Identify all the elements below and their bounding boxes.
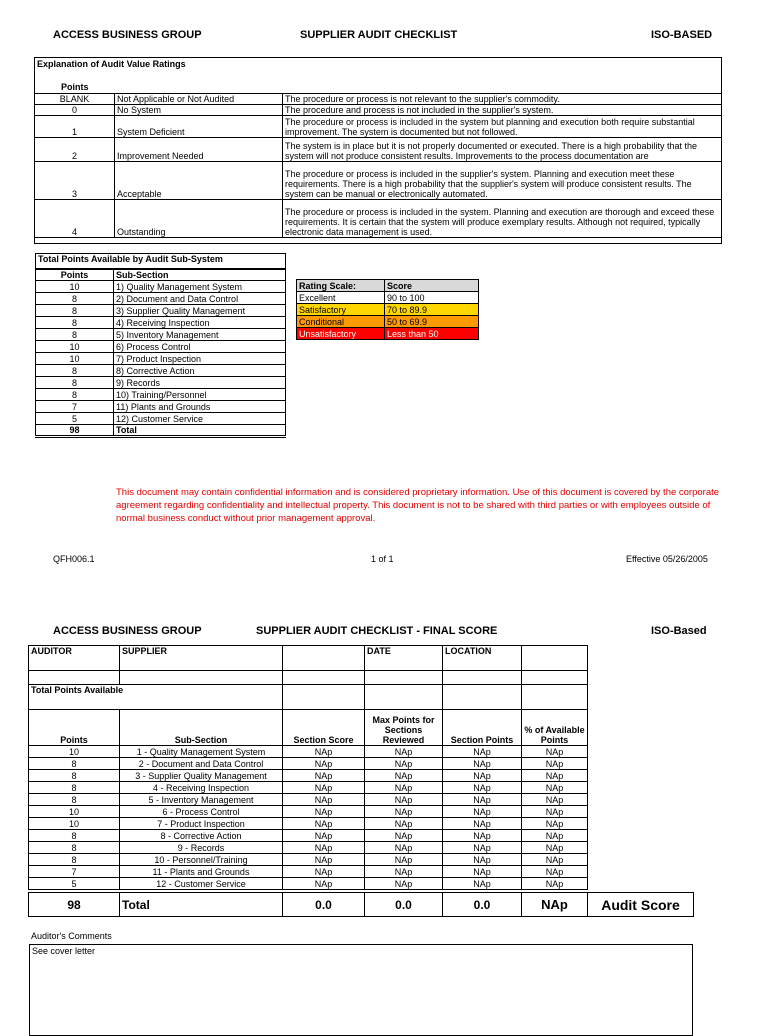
final-row-section-points: NAp xyxy=(443,758,522,770)
total-points: 98 xyxy=(29,893,120,917)
col-pct-available: % of Available Points xyxy=(522,710,588,746)
rating-scale-name: Conditional xyxy=(297,316,385,328)
rating-points: 2 xyxy=(35,138,115,162)
subsystem-row xyxy=(36,413,286,425)
final-row-subsection: 6 - Process Control xyxy=(120,806,283,818)
rating-row xyxy=(35,200,722,238)
final-row-section-score: NAp xyxy=(283,770,365,782)
rating-scale-name: Unsatisfactory xyxy=(297,328,385,340)
rating-scale-row xyxy=(297,328,479,340)
final-row-max-points: NAp xyxy=(365,770,443,782)
final-score-row xyxy=(29,794,588,806)
final-row-points: 10 xyxy=(29,806,120,818)
effective-date: Effective 05/26/2005 xyxy=(626,554,708,564)
rating-scale-row xyxy=(297,316,479,328)
page2-company-name: ACCESS BUSINESS GROUP xyxy=(53,625,202,637)
total-points-available-label: Total Points Available xyxy=(29,685,283,710)
subsystem-points: 8 xyxy=(36,365,114,377)
col-max-points: Max Points for Sections Reviewed xyxy=(365,710,443,746)
rating-scale-row xyxy=(297,304,479,316)
final-row-points: 5 xyxy=(29,878,120,890)
rating-row xyxy=(35,138,722,162)
total-label: Total xyxy=(120,893,283,917)
rating-scale-range: Less than 50 xyxy=(385,328,479,340)
subsystem-points: 10 xyxy=(36,341,114,353)
score-header: Score xyxy=(385,280,479,292)
final-row-subsection: 4 - Receiving Inspection xyxy=(120,782,283,794)
final-row-pct: NAp xyxy=(522,842,588,854)
final-row-max-points: NAp xyxy=(365,878,443,890)
page2-doc-title: SUPPLIER AUDIT CHECKLIST - FINAL SCORE xyxy=(256,625,498,637)
subsystem-name: 11) Plants and Grounds xyxy=(114,401,286,413)
audit-score-label: Audit Score xyxy=(588,893,694,917)
location-field[interactable] xyxy=(522,646,588,671)
final-score-row xyxy=(29,758,588,770)
page1-iso-label: ISO-BASED xyxy=(651,29,713,41)
final-row-subsection: 11 - Plants and Grounds xyxy=(120,866,283,878)
subsystem-points: 10 xyxy=(36,353,114,365)
subsystem-row xyxy=(36,329,286,341)
rating-label: Improvement Needed xyxy=(115,138,283,162)
final-row-section-points: NAp xyxy=(443,854,522,866)
page1-company-name: ACCESS BUSINESS GROUP xyxy=(53,29,202,41)
ratings-table xyxy=(34,93,722,238)
final-row-max-points: NAp xyxy=(365,782,443,794)
final-row-section-score: NAp xyxy=(283,758,365,770)
comments-label: Auditor's Comments xyxy=(31,931,112,941)
rating-label: System Deficient xyxy=(115,116,283,138)
subsystem-row xyxy=(36,389,286,401)
final-row-pct: NAp xyxy=(522,758,588,770)
rating-scale-range: 70 to 89.9 xyxy=(385,304,479,316)
final-row-max-points: NAp xyxy=(365,746,443,758)
subsystem-points: 8 xyxy=(36,329,114,341)
supplier-field[interactable] xyxy=(283,646,365,671)
ratings-box xyxy=(34,57,722,244)
final-row-points: 7 xyxy=(29,866,120,878)
supplier-label: SUPPLIER xyxy=(120,646,283,671)
final-row-section-points: NAp xyxy=(443,794,522,806)
final-row-section-score: NAp xyxy=(283,842,365,854)
total-section-score: 0.0 xyxy=(283,893,365,917)
subsystem-row xyxy=(36,341,286,353)
subsystem-row xyxy=(36,293,286,305)
rating-points: BLANK xyxy=(35,94,115,105)
comments-box[interactable] xyxy=(29,944,693,1036)
final-row-points: 8 xyxy=(29,758,120,770)
final-row-section-points: NAp xyxy=(443,782,522,794)
final-row-pct: NAp xyxy=(522,770,588,782)
final-row-section-points: NAp xyxy=(443,866,522,878)
subsystem-name: 12) Customer Service xyxy=(114,413,286,425)
ratings-title: Explanation of Audit Value Ratings xyxy=(37,59,186,69)
rating-description: The procedure or process is not relevant to the supplier's commodity. xyxy=(283,94,722,105)
subsystem-col-section: Sub-Section xyxy=(114,269,286,281)
rating-scale-name: Excellent xyxy=(297,292,385,304)
final-score-row xyxy=(29,866,588,878)
subsystem-points: 8 xyxy=(36,377,114,389)
final-score-table xyxy=(28,645,588,890)
rating-scale-table xyxy=(296,279,479,340)
rating-row xyxy=(35,105,722,116)
final-row-section-score: NAp xyxy=(283,878,365,890)
final-row-section-score: NAp xyxy=(283,818,365,830)
final-row-max-points: NAp xyxy=(365,866,443,878)
final-row-points: 10 xyxy=(29,818,120,830)
final-row-pct: NAp xyxy=(522,830,588,842)
rating-points: 0 xyxy=(35,105,115,116)
final-row-section-score: NAp xyxy=(283,830,365,842)
final-row-points: 8 xyxy=(29,842,120,854)
subsystem-name: 4) Receiving Inspection xyxy=(114,317,286,329)
page-number: 1 of 1 xyxy=(371,554,394,564)
auditor-field[interactable] xyxy=(29,671,120,685)
rating-row xyxy=(35,116,722,138)
col-points: Points xyxy=(29,710,120,746)
final-score-row xyxy=(29,770,588,782)
subsystem-points: 10 xyxy=(36,281,114,293)
subsystem-name: 5) Inventory Management xyxy=(114,329,286,341)
final-row-pct: NAp xyxy=(522,746,588,758)
rating-description: The procedure or process is included in the system. Planning and execution are thorough and exceed these requirements. It is certain that the system will produce exemplary results. Although not required, typically electronic data management is used. xyxy=(283,200,722,238)
final-score-row xyxy=(29,854,588,866)
final-score-row xyxy=(29,806,588,818)
final-row-pct: NAp xyxy=(522,806,588,818)
final-row-points: 8 xyxy=(29,770,120,782)
final-row-max-points: NAp xyxy=(365,806,443,818)
final-score-row xyxy=(29,818,588,830)
rating-label: Outstanding xyxy=(115,200,283,238)
final-row-max-points: NAp xyxy=(365,842,443,854)
rating-row xyxy=(35,162,722,200)
final-row-section-points: NAp xyxy=(443,818,522,830)
subsystem-row xyxy=(36,377,286,389)
rating-description: The system is in place but it is not properly documented or executed. There is a high probability that the system will not produce consistent results. Improvements to the process documentation are xyxy=(283,138,722,162)
final-row-section-points: NAp xyxy=(443,770,522,782)
final-row-section-points: NAp xyxy=(443,878,522,890)
subsystem-col-points: Points xyxy=(36,269,114,281)
rating-label: Acceptable xyxy=(115,162,283,200)
final-row-points: 8 xyxy=(29,854,120,866)
final-score-row xyxy=(29,782,588,794)
final-row-section-score: NAp xyxy=(283,782,365,794)
final-row-section-points: NAp xyxy=(443,806,522,818)
final-row-points: 8 xyxy=(29,794,120,806)
final-row-points: 10 xyxy=(29,746,120,758)
final-score-row xyxy=(29,830,588,842)
col-section-points: Section Points xyxy=(443,710,522,746)
final-row-points: 8 xyxy=(29,782,120,794)
subsystem-row xyxy=(36,281,286,293)
final-row-subsection: 2 - Document and Data Control xyxy=(120,758,283,770)
final-row-section-score: NAp xyxy=(283,746,365,758)
rating-label: No System xyxy=(115,105,283,116)
subsystem-row xyxy=(36,305,286,317)
final-row-pct: NAp xyxy=(522,794,588,806)
final-row-subsection: 3 - Supplier Quality Management xyxy=(120,770,283,782)
col-subsection: Sub-Section xyxy=(120,710,283,746)
page2-iso-label: ISO-Based xyxy=(651,625,707,637)
subsystem-points: 5 xyxy=(36,413,114,425)
rating-label: Not Applicable or Not Audited xyxy=(115,94,283,105)
rating-scale-name: Satisfactory xyxy=(297,304,385,316)
subsystem-table xyxy=(35,253,286,438)
subsystem-points: 8 xyxy=(36,389,114,401)
comments-text: See cover letter xyxy=(32,946,96,956)
supplier-name-field[interactable] xyxy=(120,671,283,685)
subsystem-points: 8 xyxy=(36,305,114,317)
location-label: LOCATION xyxy=(443,646,522,671)
final-row-subsection: 12 - Customer Service xyxy=(120,878,283,890)
rating-scale-range: 90 to 100 xyxy=(385,292,479,304)
final-row-max-points: NAp xyxy=(365,794,443,806)
subsystem-total-label: Total xyxy=(114,425,286,437)
total-pct: NAp xyxy=(522,893,588,917)
subsystem-row xyxy=(36,317,286,329)
rating-scale-range: 50 to 69.9 xyxy=(385,316,479,328)
total-section-points: 0.0 xyxy=(443,893,522,917)
subsystem-name: 3) Supplier Quality Management xyxy=(114,305,286,317)
final-row-section-points: NAp xyxy=(443,830,522,842)
rating-description: The procedure or process is included in the supplier's system. Planning and execution meet these requirements. There is a high probability that the supplier's system will produce consistent results. The system can be manual or electronically automated. xyxy=(283,162,722,200)
final-row-section-score: NAp xyxy=(283,806,365,818)
final-score-row xyxy=(29,878,588,890)
rating-points: 1 xyxy=(35,116,115,138)
rating-description: The procedure or process is included in the system but planning and execution both require substantial improvement. The system is documented but not followed. xyxy=(283,116,722,138)
subsystem-total-points: 98 xyxy=(36,425,114,437)
col-section-score: Section Score xyxy=(283,710,365,746)
final-total-table xyxy=(28,892,694,917)
final-row-section-score: NAp xyxy=(283,794,365,806)
final-row-max-points: NAp xyxy=(365,854,443,866)
subsystem-points: 8 xyxy=(36,317,114,329)
final-row-pct: NAp xyxy=(522,866,588,878)
subsystem-name: 2) Document and Data Control xyxy=(114,293,286,305)
final-row-subsection: 5 - Inventory Management xyxy=(120,794,283,806)
final-row-max-points: NAp xyxy=(365,818,443,830)
subsystem-name: 10) Training/Personnel xyxy=(114,389,286,401)
subsystem-total-row xyxy=(36,425,286,437)
subsystem-name: 9) Records xyxy=(114,377,286,389)
rating-row xyxy=(35,94,722,105)
final-row-subsection: 1 - Quality Management System xyxy=(120,746,283,758)
rating-points: 4 xyxy=(35,200,115,238)
final-row-section-points: NAp xyxy=(443,746,522,758)
final-row-section-score: NAp xyxy=(283,854,365,866)
subsystem-title: Total Points Available by Audit Sub-System xyxy=(36,254,286,269)
final-score-row xyxy=(29,746,588,758)
final-row-points: 8 xyxy=(29,830,120,842)
subsystem-name: 7) Product Inspection xyxy=(114,353,286,365)
subsystem-block xyxy=(35,253,285,438)
subsystem-points: 7 xyxy=(36,401,114,413)
auditor-label: AUDITOR xyxy=(29,646,120,671)
confidentiality-notice: This document may contain confidential information and is considered proprietary information. Use of this document is covered by the corporate agreement regarding confidentiality and intellectual property. This document is not to be shared with third parties or with employees outside of normal business conduct without prior management approval. xyxy=(116,487,720,524)
rating-scale-header: Rating Scale: xyxy=(297,280,385,292)
final-row-section-points: NAp xyxy=(443,842,522,854)
final-row-subsection: 7 - Product Inspection xyxy=(120,818,283,830)
final-row-max-points: NAp xyxy=(365,758,443,770)
subsystem-name: 6) Process Control xyxy=(114,341,286,353)
final-row-max-points: NAp xyxy=(365,830,443,842)
rating-scale-row xyxy=(297,292,479,304)
rating-points: 3 xyxy=(35,162,115,200)
final-row-pct: NAp xyxy=(522,782,588,794)
location-name-field[interactable] xyxy=(443,671,522,685)
final-row-subsection: 10 - Personnel/Training xyxy=(120,854,283,866)
subsystem-row xyxy=(36,353,286,365)
subsystem-row xyxy=(36,365,286,377)
final-row-subsection: 9 - Records xyxy=(120,842,283,854)
final-row-subsection: 8 - Corrective Action xyxy=(120,830,283,842)
final-row-pct: NAp xyxy=(522,878,588,890)
final-row-pct: NAp xyxy=(522,818,588,830)
subsystem-row xyxy=(36,401,286,413)
total-max-points: 0.0 xyxy=(365,893,443,917)
subsystem-name: 8) Corrective Action xyxy=(114,365,286,377)
final-row-section-score: NAp xyxy=(283,866,365,878)
ratings-points-header: Points xyxy=(61,82,89,92)
date-label: DATE xyxy=(365,646,443,671)
page1-doc-title: SUPPLIER AUDIT CHECKLIST xyxy=(300,29,458,41)
final-score-row xyxy=(29,842,588,854)
rating-description: The procedure and process is not included in the supplier's system. xyxy=(283,105,722,116)
form-number: QFH006.1 xyxy=(53,554,95,564)
final-row-pct: NAp xyxy=(522,854,588,866)
subsystem-points: 8 xyxy=(36,293,114,305)
subsystem-name: 1) Quality Management System xyxy=(114,281,286,293)
date-field[interactable] xyxy=(365,671,443,685)
